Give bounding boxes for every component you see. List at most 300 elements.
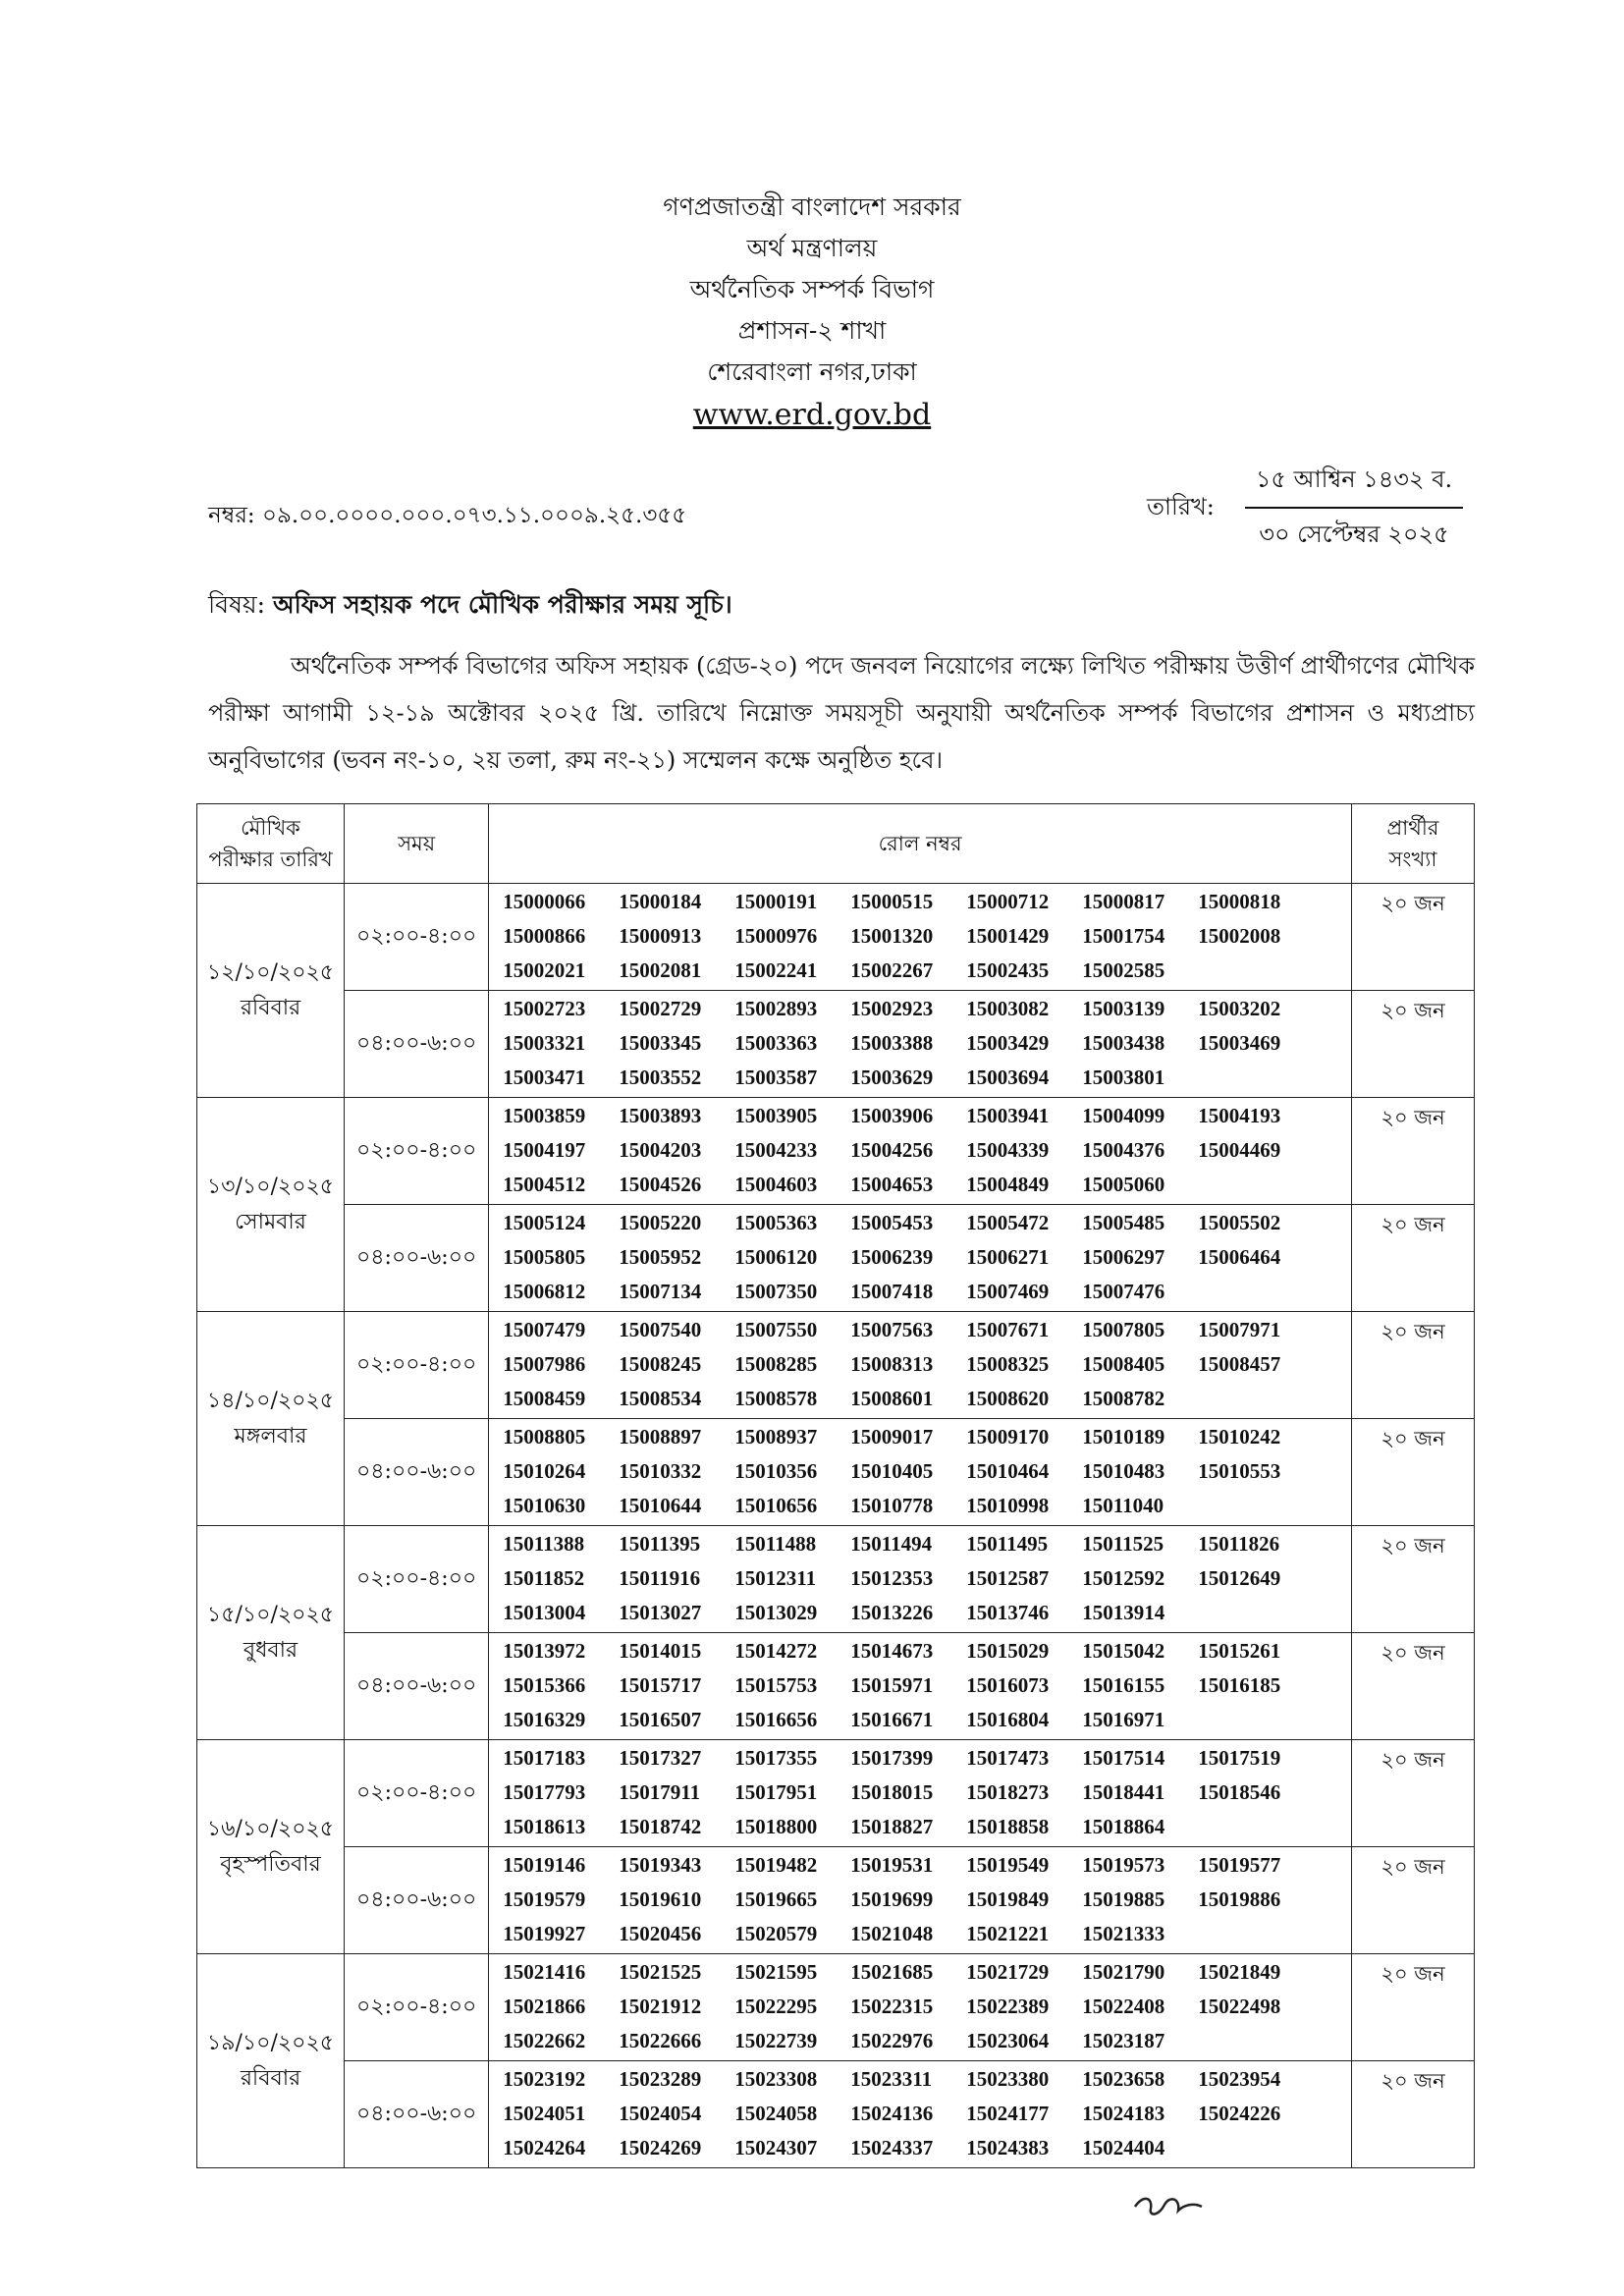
- roll-number: 15005220: [619, 1211, 702, 1234]
- roll-number: 15010644: [619, 1494, 702, 1517]
- subject-text: অফিস সহায়ক পদে মৌখিক পরীক্ষার সময় সূচি।: [272, 590, 732, 619]
- roll-number: 15012587: [966, 1566, 1050, 1590]
- roll-number: 15008601: [850, 1387, 934, 1410]
- roll-number: 15005453: [850, 1211, 934, 1234]
- roll-number: 15013226: [850, 1601, 934, 1624]
- roll-row: [503, 1849, 1351, 1882]
- roll-number: 15008245: [619, 1352, 702, 1376]
- rolls-cell: [489, 1098, 1352, 1205]
- roll-number: 15015366: [503, 1673, 586, 1697]
- exam-date: ১৩/১০/২০২৫: [206, 1174, 335, 1199]
- roll-number: 15003321: [503, 1031, 586, 1055]
- roll-number: 15002008: [1198, 924, 1281, 948]
- roll-row: [503, 1956, 1351, 1989]
- roll-number: 15017399: [850, 1746, 934, 1770]
- roll-number: 15007971: [1198, 1318, 1281, 1341]
- roll-number: 15024136: [850, 2102, 934, 2125]
- roll-number: 15007563: [850, 1318, 934, 1341]
- roll-number: 15017514: [1082, 1746, 1165, 1770]
- rolls-cell: [489, 1526, 1352, 1633]
- table-row: [197, 884, 1475, 991]
- roll-number: 15003082: [966, 997, 1050, 1020]
- viva-schedule-table: [196, 803, 1475, 2168]
- roll-number: 15021221: [966, 1922, 1050, 1945]
- roll-number: 15015971: [850, 1673, 934, 1697]
- roll-number: 15022666: [619, 2029, 702, 2052]
- roll-number: 15006271: [966, 1245, 1050, 1269]
- roll-number: 15007476: [1082, 1280, 1165, 1303]
- roll-number: 15004197: [503, 1138, 586, 1162]
- table-row: [197, 1419, 1475, 1526]
- roll-number: 15003859: [503, 1104, 586, 1127]
- roll-number: 15011395: [619, 1532, 701, 1556]
- roll-number: 15021525: [619, 1960, 702, 1984]
- header-date: [197, 804, 345, 884]
- roll-row: [503, 1276, 1351, 1308]
- roll-row: [503, 1314, 1351, 1346]
- exam-weekday: রবিবার: [240, 2065, 301, 2091]
- table-row: [197, 1526, 1475, 1633]
- roll-number: 15013914: [1082, 1601, 1165, 1624]
- roll-number: 15019885: [1082, 1887, 1165, 1911]
- roll-row: [503, 1490, 1351, 1522]
- roll-number: 15022976: [850, 2029, 934, 2052]
- roll-number: 15023311: [850, 2067, 933, 2091]
- candidate-count: ২০ জন: [1351, 1740, 1474, 1847]
- roll-number: 15019886: [1198, 1887, 1281, 1911]
- roll-number: 15010656: [734, 1494, 818, 1517]
- date-cell: [197, 1954, 345, 2168]
- rolls-cell: [489, 1205, 1352, 1312]
- roll-number: 15010332: [619, 1459, 702, 1483]
- date-cell: [197, 1740, 345, 1954]
- roll-number: 15003429: [966, 1031, 1050, 1055]
- roll-number: 15021595: [734, 1960, 818, 1984]
- roll-number: 15008459: [503, 1387, 586, 1410]
- roll-number: 15003202: [1198, 997, 1281, 1020]
- roll-number: 15005060: [1082, 1173, 1165, 1196]
- roll-number: 15001320: [850, 924, 934, 948]
- roll-number: 15012353: [850, 1566, 934, 1590]
- ministry-name: অর্থ মন্ত্রণালয়: [746, 234, 878, 262]
- roll-number: 15022662: [503, 2029, 586, 2052]
- roll-number: 15008782: [1082, 1387, 1165, 1410]
- roll-number: 15017519: [1198, 1746, 1281, 1770]
- address: শেরেবাংলা নগর,ঢাকা: [707, 357, 917, 386]
- candidate-count: ২০ জন: [1351, 991, 1474, 1098]
- roll-number: 15000184: [619, 890, 702, 913]
- roll-number: 15016656: [734, 1708, 818, 1731]
- time-cell: ০২:০০-৪:০০: [345, 1526, 489, 1633]
- roll-number: 15003438: [1082, 1031, 1165, 1055]
- roll-number: 15021790: [1082, 1960, 1165, 1984]
- roll-number: 15004849: [966, 1173, 1050, 1196]
- roll-number: 15019549: [966, 1853, 1050, 1877]
- roll-number: 15000515: [850, 890, 934, 913]
- roll-number: 15012592: [1082, 1566, 1165, 1590]
- roll-number: 15009170: [966, 1425, 1050, 1449]
- roll-number: 15013004: [503, 1601, 586, 1624]
- candidate-count: ২০ জন: [1351, 1419, 1474, 1526]
- roll-number: 15003469: [1198, 1031, 1281, 1055]
- roll-number: 15005502: [1198, 1211, 1281, 1234]
- roll-number: 15024058: [734, 2102, 818, 2125]
- roll-number: 15005952: [619, 1245, 702, 1269]
- roll-number: 15011494: [850, 1532, 933, 1556]
- roll-number: 15003694: [966, 1066, 1050, 1089]
- roll-number: 15021416: [503, 1960, 586, 1984]
- roll-number: 15019573: [1082, 1853, 1165, 1877]
- roll-number: 15023658: [1082, 2067, 1165, 2091]
- roll-row: [503, 1562, 1351, 1595]
- roll-number: 15012649: [1198, 1566, 1281, 1590]
- exam-date: ১৪/১০/২০২৫: [206, 1388, 335, 1413]
- roll-number: 15005124: [503, 1211, 586, 1234]
- roll-number: 15015261: [1198, 1639, 1281, 1663]
- roll-number: 15003139: [1082, 997, 1165, 1020]
- body-paragraph: অর্থনৈতিক সম্পর্ক বিভাগের অফিস সহায়ক (গ্রেড-২০) পদে জনবল নিয়োগের লক্ষ্যে লিখিত পরীক্ষায় উত্তীর্ণ প্রার্থীগণের মৌখিক পরীক্ষা আগামী ১২-১৯ অক্টোবর ২০২৫ খ্রি. তারিখে নিম্নোক্ত সময়সূচী অনুযায়ী অর্থনৈতিক সম্পর্ক বিভাগের প্রশাসন ও মধ্যপ্রাচ্য অনুবিভাগের (ভবন নং-১০, ২য় তলা, রুম নং-২১) সম্মেলন কক্ষে অনুষ্ঠিত হবে।: [208, 652, 1475, 774]
- roll-number: 15017951: [734, 1780, 818, 1804]
- roll-number: 15019927: [503, 1922, 586, 1945]
- exam-weekday: মঙ্গলবার: [234, 1423, 307, 1449]
- roll-number: 15015042: [1082, 1639, 1165, 1663]
- roll-row: [503, 1383, 1351, 1415]
- header-time: সময়: [345, 804, 489, 884]
- roll-row: [503, 2025, 1351, 2057]
- rolls-cell: [489, 1847, 1352, 1954]
- header-date-line2: পরীক্ষার তারিখ: [208, 847, 333, 871]
- roll-number: 15019665: [734, 1887, 818, 1911]
- roll-row: [503, 1062, 1351, 1094]
- roll-row: [503, 1918, 1351, 1950]
- roll-number: 15004603: [734, 1173, 818, 1196]
- roll-number: 15003629: [850, 1066, 934, 1089]
- roll-number: 15006464: [1198, 1245, 1281, 1269]
- roll-row: [503, 2132, 1351, 2164]
- roll-number: 15006120: [734, 1245, 818, 1269]
- exam-weekday: বৃহস্পতিবার: [220, 1851, 321, 1877]
- roll-number: 15011388: [503, 1532, 585, 1556]
- roll-number: 15007469: [966, 1280, 1050, 1303]
- roll-number: 15002923: [850, 997, 934, 1020]
- schedule-body: [197, 884, 1475, 2168]
- header-date-line1: মৌখিক: [241, 816, 300, 840]
- header-rolls: রোল নম্বর: [489, 804, 1352, 884]
- roll-number: 15010778: [850, 1494, 934, 1517]
- table-row: [197, 1633, 1475, 1740]
- roll-number: 15010356: [734, 1459, 818, 1483]
- roll-number: 15017473: [966, 1746, 1050, 1770]
- roll-number: 15023192: [503, 2067, 586, 2091]
- roll-number: 15024337: [850, 2136, 934, 2159]
- roll-number: 15023187: [1082, 2029, 1165, 2052]
- roll-number: 15018546: [1198, 1780, 1281, 1804]
- roll-number: 15010189: [1082, 1425, 1165, 1449]
- roll-number: 15022408: [1082, 1995, 1165, 2018]
- roll-number: 15024269: [619, 2136, 702, 2159]
- roll-number: 15004512: [503, 1173, 586, 1196]
- roll-number: 15008325: [966, 1352, 1050, 1376]
- exam-date: ১৬/১০/২০২৫: [206, 1816, 335, 1841]
- roll-number: 15007350: [734, 1280, 818, 1303]
- exam-date: ১৫/১০/২০২৫: [206, 1602, 335, 1627]
- roll-number: 15016155: [1082, 1673, 1165, 1697]
- website-link[interactable]: www.erd.gov.bd: [692, 398, 932, 432]
- roll-row: [503, 1777, 1351, 1809]
- roll-number: 15000712: [966, 890, 1050, 913]
- roll-number: 15019577: [1198, 1853, 1281, 1877]
- candidate-count: ২০ জন: [1351, 1312, 1474, 1419]
- roll-number: 15003906: [850, 1104, 934, 1127]
- roll-number: 15022315: [850, 1995, 934, 2018]
- roll-number: 15022389: [966, 1995, 1050, 2018]
- roll-number: 15005363: [734, 1211, 818, 1234]
- roll-number: 15011525: [1082, 1532, 1164, 1556]
- candidate-count: ২০ জন: [1351, 1847, 1474, 1954]
- rolls-cell: [489, 1954, 1352, 2061]
- table-header-row: [197, 804, 1475, 884]
- roll-number: 15010464: [966, 1459, 1050, 1483]
- roll-number: 15017793: [503, 1780, 586, 1804]
- roll-number: 15003801: [1082, 1066, 1165, 1089]
- roll-number: 15009017: [850, 1425, 934, 1449]
- roll-number: 15008805: [503, 1425, 586, 1449]
- roll-row: [503, 1635, 1351, 1667]
- signature-mark: [1129, 2185, 1208, 2224]
- roll-number: 15008937: [734, 1425, 818, 1449]
- division-name: অর্থনৈতিক সম্পর্ক বিভাগ: [689, 275, 935, 303]
- roll-number: 15003363: [734, 1031, 818, 1055]
- roll-number: 15002893: [734, 997, 818, 1020]
- roll-number: 15004376: [1082, 1138, 1165, 1162]
- roll-row: [503, 1027, 1351, 1060]
- roll-row: [503, 1455, 1351, 1488]
- roll-number: 15002585: [1082, 958, 1165, 982]
- subject-label: বিষয়:: [208, 590, 266, 619]
- roll-number: 15018858: [966, 1815, 1050, 1838]
- table-row: [197, 1312, 1475, 1419]
- candidate-count: ২০ জন: [1351, 884, 1474, 991]
- roll-number: 15010553: [1198, 1459, 1281, 1483]
- roll-number: 15005485: [1082, 1211, 1165, 1234]
- roll-number: 15016073: [966, 1673, 1050, 1697]
- table-row: [197, 1205, 1475, 1312]
- roll-row: [503, 920, 1351, 953]
- roll-number: 15017183: [503, 1746, 586, 1770]
- roll-number: 15012311: [734, 1566, 817, 1590]
- time-cell: ০২:০০-৪:০০: [345, 1312, 489, 1419]
- roll-number: 15023380: [966, 2067, 1050, 2091]
- roll-number: 15004193: [1198, 1104, 1281, 1127]
- roll-row: [503, 1884, 1351, 1916]
- roll-row: [503, 1669, 1351, 1702]
- roll-number: 15018015: [850, 1780, 934, 1804]
- roll-number: 15018742: [619, 1815, 702, 1838]
- roll-number: 15018864: [1082, 1815, 1165, 1838]
- date-cell: [197, 1526, 345, 1740]
- roll-number: 15006812: [503, 1280, 586, 1303]
- roll-number: 15008285: [734, 1352, 818, 1376]
- roll-number: 15000913: [619, 924, 702, 948]
- roll-number: 15016804: [966, 1708, 1050, 1731]
- subject-line: [208, 585, 732, 628]
- roll-number: 15024264: [503, 2136, 586, 2159]
- roll-number: 15002241: [734, 958, 818, 982]
- time-cell: ০৪:০০-৬:০০: [345, 991, 489, 1098]
- time-cell: ০২:০০-৪:০০: [345, 1098, 489, 1205]
- roll-number: 15003941: [966, 1104, 1050, 1127]
- roll-number: 15007986: [503, 1352, 586, 1376]
- roll-row: [503, 2098, 1351, 2130]
- roll-number: 15019146: [503, 1853, 586, 1877]
- roll-number: 15023308: [734, 2067, 818, 2091]
- roll-number: 15007805: [1082, 1318, 1165, 1341]
- roll-number: 15018613: [503, 1815, 586, 1838]
- roll-number: 15014673: [850, 1639, 934, 1663]
- roll-number: 15002435: [966, 958, 1050, 982]
- exam-weekday: রবিবার: [240, 995, 301, 1020]
- roll-number: 15011826: [1198, 1532, 1280, 1556]
- rolls-cell: [489, 884, 1352, 991]
- time-cell: ০২:০০-৪:০০: [345, 1954, 489, 2061]
- roll-number: 15019579: [503, 1887, 586, 1911]
- exam-weekday: সোমবার: [235, 1209, 306, 1234]
- roll-number: 15011040: [1082, 1494, 1164, 1517]
- header-count: [1351, 804, 1474, 884]
- roll-number: 15017355: [734, 1746, 818, 1770]
- roll-number: 15019849: [966, 1887, 1050, 1911]
- rolls-cell: [489, 1633, 1352, 1740]
- candidate-count: ২০ জন: [1351, 1205, 1474, 1312]
- roll-number: 15008405: [1082, 1352, 1165, 1376]
- roll-number: 15022295: [734, 1995, 818, 2018]
- roll-number: 15022739: [734, 2029, 818, 2052]
- roll-number: 15019482: [734, 1853, 818, 1877]
- time-cell: ০৪:০০-৬:০০: [345, 1419, 489, 1526]
- roll-number: 15008620: [966, 1387, 1050, 1410]
- roll-row: [503, 1421, 1351, 1453]
- time-cell: ০৪:০০-৬:০০: [345, 2061, 489, 2168]
- roll-number: 15010242: [1198, 1425, 1281, 1449]
- roll-number: 15004099: [1082, 1104, 1165, 1127]
- roll-row: [503, 1811, 1351, 1843]
- roll-number: 15018441: [1082, 1780, 1165, 1804]
- roll-number: 15017911: [619, 1780, 701, 1804]
- roll-number: 15021849: [1198, 1960, 1281, 1984]
- roll-row: [503, 1742, 1351, 1775]
- branch-name: প্রশাসন-২ শাখা: [737, 316, 887, 345]
- roll-number: 15010998: [966, 1494, 1050, 1517]
- roll-row: [503, 1207, 1351, 1239]
- roll-number: 15007479: [503, 1318, 586, 1341]
- roll-row: [503, 1991, 1351, 2023]
- roll-number: 15008457: [1198, 1352, 1281, 1376]
- roll-number: 15011916: [619, 1566, 701, 1590]
- roll-number: 15007540: [619, 1318, 702, 1341]
- rolls-cell: [489, 1740, 1352, 1847]
- roll-number: 15000866: [503, 924, 586, 948]
- roll-row: [503, 2063, 1351, 2096]
- roll-number: 15022498: [1198, 1995, 1281, 2018]
- roll-number: 15023954: [1198, 2067, 1281, 2091]
- roll-number: 15020456: [619, 1922, 702, 1945]
- roll-number: 15003552: [619, 1066, 702, 1089]
- government-name: গণপ্রজাতন্ত্রী বাংলাদেশ সরকার: [663, 192, 961, 221]
- roll-row: [503, 1704, 1351, 1736]
- roll-number: 15002723: [503, 997, 586, 1020]
- date-cell: [197, 1098, 345, 1312]
- roll-number: 15005472: [966, 1211, 1050, 1234]
- time-cell: ০৪:০০-৬:০০: [345, 1205, 489, 1312]
- table-row: [197, 991, 1475, 1098]
- roll-number: 15004653: [850, 1173, 934, 1196]
- memo-number: নম্বর: ০৯.০০.০০০০.০০০.০৭৩.১১.০০০৯.২৫.৩৫৫: [208, 503, 687, 528]
- candidate-count: ২০ জন: [1351, 1633, 1474, 1740]
- roll-number: 15021866: [503, 1995, 586, 2018]
- time-cell: ০৪:০০-৬:০০: [345, 1633, 489, 1740]
- candidate-count: ২০ জন: [1351, 1954, 1474, 2061]
- exam-date: ১২/১০/২০২৫: [206, 959, 335, 985]
- roll-number: 15008578: [734, 1387, 818, 1410]
- roll-number: 15024183: [1082, 2102, 1165, 2125]
- roll-number: 15010405: [850, 1459, 934, 1483]
- roll-number: 15018273: [966, 1780, 1050, 1804]
- roll-number: 15023289: [619, 2067, 702, 2091]
- roll-row: [503, 993, 1351, 1025]
- table-row: [197, 1740, 1475, 1847]
- roll-number: 15007671: [966, 1318, 1050, 1341]
- roll-number: 15002267: [850, 958, 934, 982]
- roll-row: [503, 1169, 1351, 1201]
- date-cell: [197, 884, 345, 1098]
- candidate-count: ২০ জন: [1351, 1526, 1474, 1633]
- letterhead: [0, 187, 1624, 438]
- roll-row: [503, 1528, 1351, 1560]
- roll-number: 15000976: [734, 924, 818, 948]
- roll-number: 15019531: [850, 1853, 934, 1877]
- date-cell: [197, 1312, 345, 1526]
- roll-number: 15000817: [1082, 890, 1165, 913]
- roll-number: 15016971: [1082, 1708, 1165, 1731]
- roll-number: 15006239: [850, 1245, 934, 1269]
- date-bangla: ১৫ আশ্বিন ১৪৩২ ব.: [1245, 462, 1463, 509]
- roll-number: 15003905: [734, 1104, 818, 1127]
- roll-number: 15020579: [734, 1922, 818, 1945]
- roll-number: 15024307: [734, 2136, 818, 2159]
- roll-number: 15004339: [966, 1138, 1050, 1162]
- roll-number: 15018827: [850, 1815, 934, 1838]
- roll-number: 15007418: [850, 1280, 934, 1303]
- roll-number: 15013029: [734, 1601, 818, 1624]
- exam-date: ১৯/১০/২০২৫: [206, 2030, 335, 2055]
- roll-number: 15004256: [850, 1138, 934, 1162]
- roll-number: 15015029: [966, 1639, 1050, 1663]
- roll-number: 15010264: [503, 1459, 586, 1483]
- exam-weekday: বুধবার: [243, 1637, 298, 1663]
- roll-number: 15011495: [966, 1532, 1049, 1556]
- table-row: [197, 1847, 1475, 1954]
- candidate-count: ২০ জন: [1351, 1098, 1474, 1205]
- date-english: ৩০ সেপ্টেম্বর ২০২৫: [1259, 520, 1449, 548]
- rolls-cell: [489, 2061, 1352, 2168]
- roll-number: 15003345: [619, 1031, 702, 1055]
- roll-number: 15000818: [1198, 890, 1281, 913]
- roll-number: 15017327: [619, 1746, 702, 1770]
- table-row: [197, 2061, 1475, 2168]
- rolls-cell: [489, 991, 1352, 1098]
- roll-number: 15016507: [619, 1708, 702, 1731]
- roll-number: 15002021: [503, 958, 586, 982]
